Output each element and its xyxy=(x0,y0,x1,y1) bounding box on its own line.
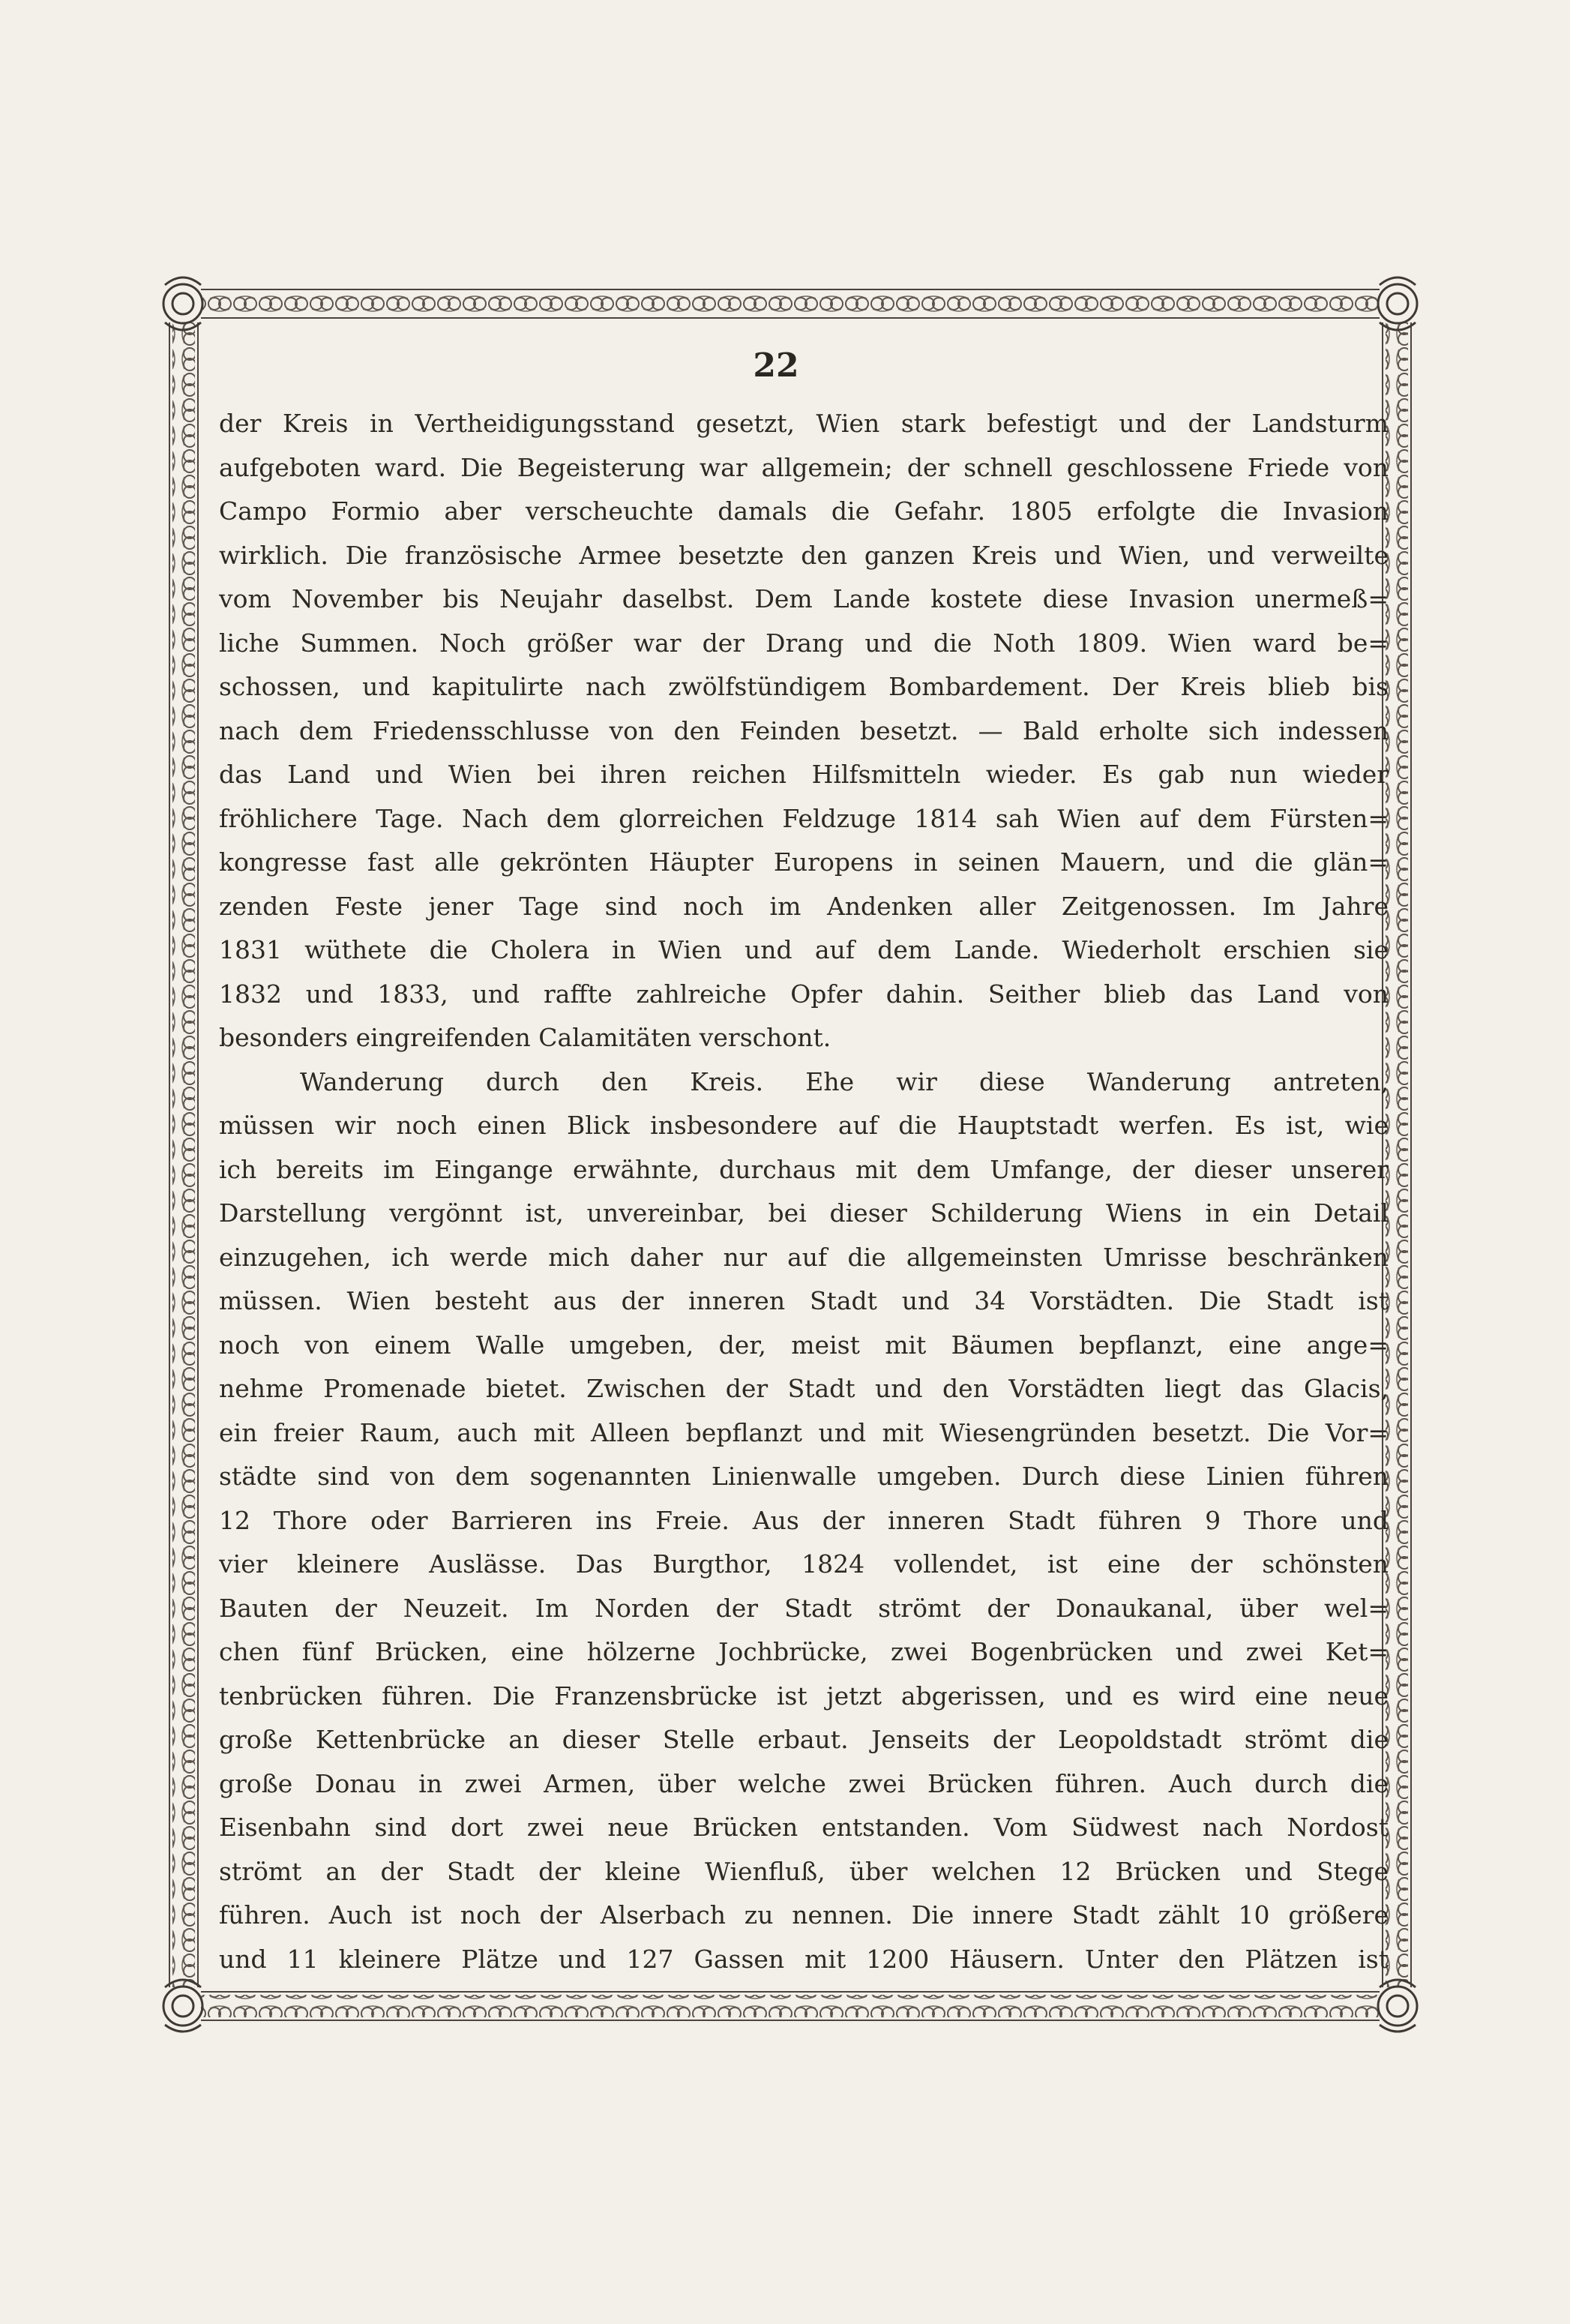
text-line: fröhlichere Tage. Nach dem glorreichen Feldzuge 1814 sah Wien auf dem Fürsten= xyxy=(219,803,1389,833)
text-line: Eisenbahn sind dort zwei neue Brücken entstanden. Vom Südwest nach Nordost xyxy=(219,1813,1389,1842)
text-line: nach dem Friedensschlusse von den Feinden besetzt. — Bald erholte sich indessen xyxy=(219,715,1389,745)
text-line: chen fünf Brücken, eine hölzerne Jochbrücke, zwei Bogenbrücken und zwei Ket= xyxy=(219,1637,1389,1666)
text-line: 1831 wüthete die Cholera in Wien und auf dem Lande. Wiederholt erschien sie xyxy=(219,935,1389,964)
text-line: einzugehen, ich werde mich daher nur auf die allgemeinsten Umrisse beschränken xyxy=(219,1242,1389,1272)
text-line: ein freier Raum, auch mit Alleen bepflanzt und mit Wiesengründen besetzt. Die Vor= xyxy=(219,1417,1389,1447)
text-line: nehme Promenade bietet. Zwischen der Stadt und den Vorstädten liegt das Glacis, xyxy=(219,1374,1389,1403)
text-line: Darstellung vergönnt ist, unvereinbar, bei dieser Schilderung Wiens in ein Detail xyxy=(219,1198,1389,1228)
text-line: städte sind von dem sogenannten Linienwalle umgeben. Durch diese Linien führen xyxy=(219,1462,1389,1491)
text-line: vom November bis Neujahr daselbst. Dem Lande kostete diese Invasion unermeß= xyxy=(219,584,1389,613)
text-line: Bauten der Neuzeit. Im Norden der Stadt strömt der Donaukanal, über wel= xyxy=(219,1593,1389,1623)
text-line: wirklich. Die französische Armee besetzte den ganzen Kreis und Wien, und verweilte xyxy=(219,540,1389,570)
text-line: große Donau in zwei Armen, über welche zwei Brücken führen. Auch durch die xyxy=(219,1768,1389,1798)
text-line: das Land und Wien bei ihren reichen Hilfsmitteln wieder. Es gab nun wieder xyxy=(219,760,1389,789)
text-line: aufgeboten ward. Die Begeisterung war allgemein; der schnell geschlossene Friede von xyxy=(219,452,1389,482)
text-line: und 11 kleinere Plätze und 127 Gassen mit 1200 Häusern. Unter den Plätzen ist xyxy=(219,1944,1389,1974)
text-line: zenden Feste jener Tage sind noch im Andenken aller Zeitgenossen. Im Jahre xyxy=(219,891,1389,921)
text-line: vier kleinere Auslässe. Das Burgthor, 1824 vollendet, ist eine der schönsten xyxy=(219,1549,1389,1579)
text-line: strömt an der Stadt der kleine Wienfluß, über welchen 12 Brücken und Stege xyxy=(219,1856,1389,1886)
text-line: 12 Thore oder Barrieren ins Freie. Aus der inneren Stadt führen 9 Thore und xyxy=(219,1505,1389,1535)
text-line: Campo Formio aber verscheuchte damals die Gefahr. 1805 erfolgte die Invasion xyxy=(219,496,1389,526)
text-line: müssen. Wien besteht aus der inneren Stadt und 34 Vorstädten. Die Stadt ist xyxy=(219,1286,1389,1315)
text-line: große Kettenbrücke an dieser Stelle erbaut. Jenseits der Leopoldstadt strömt die xyxy=(219,1725,1389,1754)
text-line: besonders eingreifenden Calamitäten verschont. xyxy=(219,1023,831,1052)
text-line: müssen wir noch einen Blick insbesondere auf die Hauptstadt werfen. Es ist, wie xyxy=(219,1111,1389,1140)
text-line: kongresse fast alle gekrönten Häupter Europens in seinen Mauern, und die glän= xyxy=(219,847,1389,877)
text-line: 1832 und 1833, und raffte zahlreiche Opfer dahin. Seither blieb das Land von xyxy=(219,979,1389,1009)
text-line: ich bereits im Eingange erwähnte, durchaus mit dem Umfange, der dieser unserer xyxy=(219,1154,1389,1184)
text-line: tenbrücken führen. Die Franzensbrücke ist jetzt abgerissen, und es wird eine neue xyxy=(219,1681,1389,1711)
text-line: schossen, und kapitulirte nach zwölfstündigem Bombardement. Der Kreis blieb bis xyxy=(219,672,1389,701)
page-number: 22 xyxy=(753,346,799,385)
section-heading-line: Wanderung durch den Kreis. Ehe wir diese Wanderung antreten, xyxy=(300,1066,1389,1096)
text-line: der Kreis in Vertheidigungsstand gesetzt, Wien stark befestigt und der Landsturm xyxy=(219,409,1389,438)
body-text xyxy=(219,402,1389,1981)
text-line: führen. Auch ist noch der Alserbach zu nennen. Die innere Stadt zählt 10 größere xyxy=(219,1900,1389,1930)
text-line: noch von einem Walle umgeben, der, meist mit Bäumen bepflanzt, eine ange= xyxy=(219,1330,1389,1360)
text-line: liche Summen. Noch größer war der Drang und die Noth 1809. Wien ward be= xyxy=(219,628,1389,658)
